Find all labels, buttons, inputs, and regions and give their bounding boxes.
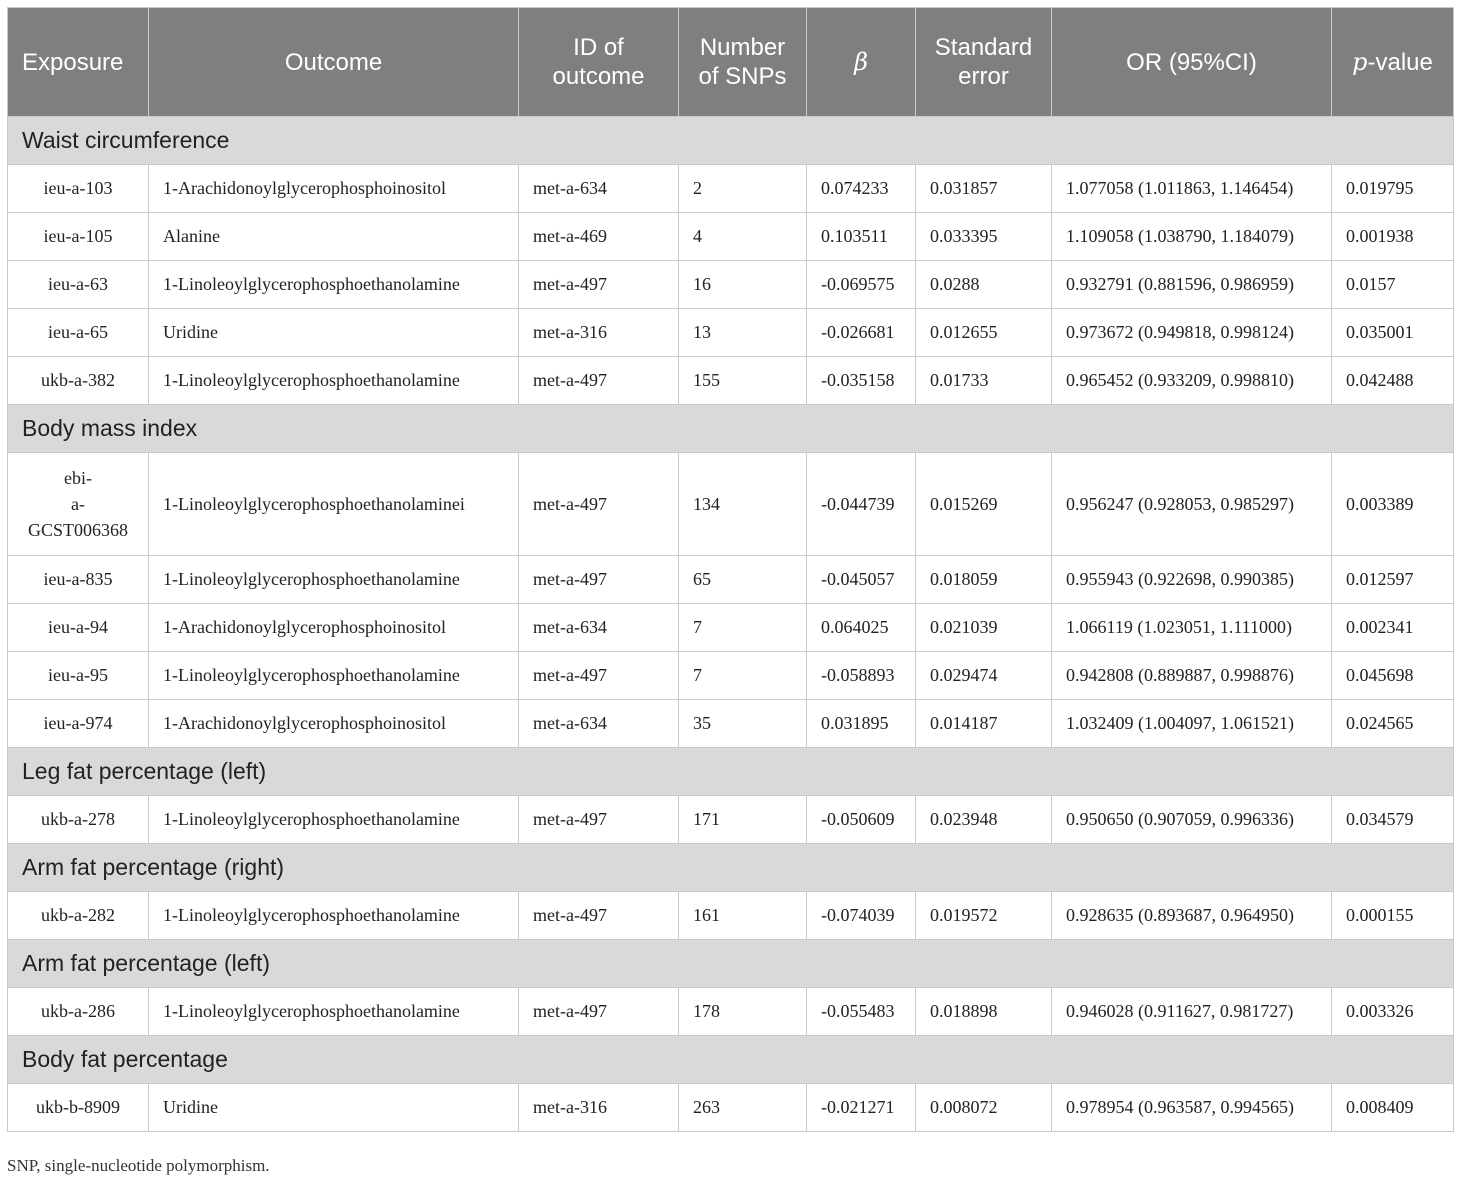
cell-number-of-snps: 16	[679, 261, 807, 309]
cell-or-ci: 0.978954 (0.963587, 0.994565)	[1052, 1084, 1332, 1132]
cell-p-value: 0.0157	[1332, 261, 1454, 309]
table-row	[8, 165, 1454, 213]
cell-outcome: 1-Arachidonoylglycerophosphoinositol	[149, 700, 519, 748]
cell-outcome: 1-Linoleoylglycerophosphoethanolamine	[149, 556, 519, 604]
cell-p-value: 0.003389	[1332, 453, 1454, 556]
cell-outcome: 1-Linoleoylglycerophosphoethanolamine	[149, 988, 519, 1036]
cell-exposure: ieu-a-95	[8, 652, 149, 700]
cell-standard-error: 0.018059	[916, 556, 1052, 604]
cell-exposure: ukb-a-286	[8, 988, 149, 1036]
cell-standard-error: 0.0288	[916, 261, 1052, 309]
cell-beta: 0.074233	[807, 165, 916, 213]
cell-or-ci: 1.077058 (1.011863, 1.146454)	[1052, 165, 1332, 213]
header-or-ci: OR (95%CI)	[1052, 8, 1332, 117]
cell-number-of-snps: 7	[679, 652, 807, 700]
cell-beta: -0.055483	[807, 988, 916, 1036]
cell-outcome: 1-Linoleoylglycerophosphoethanolamine	[149, 652, 519, 700]
table-row	[8, 1084, 1454, 1132]
cell-or-ci: 0.950650 (0.907059, 0.996336)	[1052, 796, 1332, 844]
table-row	[8, 604, 1454, 652]
cell-outcome: 1-Linoleoylglycerophosphoethanolamine	[149, 796, 519, 844]
header-standard-error: Standard error	[916, 8, 1052, 117]
cell-beta: 0.031895	[807, 700, 916, 748]
cell-exposure: ieu-a-103	[8, 165, 149, 213]
cell-or-ci: 0.942808 (0.889887, 0.998876)	[1052, 652, 1332, 700]
table-footnote: SNP, single-nucleotide polymorphism.	[7, 1156, 270, 1175]
cell-id-of-outcome: met-a-316	[519, 1084, 679, 1132]
cell-p-value: 0.002341	[1332, 604, 1454, 652]
table-row	[8, 652, 1454, 700]
cell-id-of-outcome: met-a-497	[519, 652, 679, 700]
group-title: Arm fat percentage (left)	[8, 940, 1454, 988]
cell-number-of-snps: 134	[679, 453, 807, 556]
cell-exposure: ukb-a-382	[8, 357, 149, 405]
cell-id-of-outcome: met-a-497	[519, 892, 679, 940]
cell-beta: -0.045057	[807, 556, 916, 604]
cell-outcome: Uridine	[149, 309, 519, 357]
cell-number-of-snps: 7	[679, 604, 807, 652]
cell-standard-error: 0.021039	[916, 604, 1052, 652]
table-row	[8, 700, 1454, 748]
group-title: Leg fat percentage (left)	[8, 748, 1454, 796]
group-title: Arm fat percentage (right)	[8, 844, 1454, 892]
cell-standard-error: 0.015269	[916, 453, 1052, 556]
cell-exposure: ieu-a-94	[8, 604, 149, 652]
cell-number-of-snps: 4	[679, 213, 807, 261]
table-header	[8, 8, 1454, 117]
group-title: Waist circumference	[8, 117, 1454, 165]
header-p-value	[1332, 8, 1454, 117]
cell-beta: 0.103511	[807, 213, 916, 261]
cell-id-of-outcome: met-a-497	[519, 261, 679, 309]
cell-p-value: 0.045698	[1332, 652, 1454, 700]
beta-symbol: β	[854, 47, 868, 76]
group-row	[8, 940, 1454, 988]
cell-or-ci: 0.928635 (0.893687, 0.964950)	[1052, 892, 1332, 940]
cell-standard-error: 0.01733	[916, 357, 1052, 405]
cell-exposure: ukb-a-278	[8, 796, 149, 844]
cell-standard-error: 0.029474	[916, 652, 1052, 700]
p-value-suffix: -value	[1367, 48, 1433, 76]
table-row	[8, 261, 1454, 309]
cell-p-value: 0.012597	[1332, 556, 1454, 604]
group-row	[8, 1036, 1454, 1084]
cell-standard-error: 0.033395	[916, 213, 1052, 261]
cell-standard-error: 0.031857	[916, 165, 1052, 213]
cell-id-of-outcome: met-a-316	[519, 309, 679, 357]
cell-exposure: ieu-a-105	[8, 213, 149, 261]
cell-id-of-outcome: met-a-634	[519, 700, 679, 748]
cell-exposure: ieu-a-65	[8, 309, 149, 357]
cell-id-of-outcome: met-a-634	[519, 604, 679, 652]
group-row	[8, 748, 1454, 796]
cell-p-value: 0.042488	[1332, 357, 1454, 405]
cell-or-ci: 0.932791 (0.881596, 0.986959)	[1052, 261, 1332, 309]
results-table-container	[7, 7, 1453, 1132]
cell-or-ci: 0.955943 (0.922698, 0.990385)	[1052, 556, 1332, 604]
cell-exposure: ieu-a-63	[8, 261, 149, 309]
cell-id-of-outcome: met-a-497	[519, 556, 679, 604]
cell-p-value: 0.000155	[1332, 892, 1454, 940]
cell-standard-error: 0.019572	[916, 892, 1052, 940]
cell-p-value: 0.008409	[1332, 1084, 1454, 1132]
group-row	[8, 844, 1454, 892]
cell-exposure: ieu-a-835	[8, 556, 149, 604]
table-row	[8, 357, 1454, 405]
cell-p-value: 0.019795	[1332, 165, 1454, 213]
cell-or-ci: 1.032409 (1.004097, 1.061521)	[1052, 700, 1332, 748]
cell-p-value: 0.001938	[1332, 213, 1454, 261]
cell-outcome: 1-Arachidonoylglycerophosphoinositol	[149, 165, 519, 213]
cell-p-value: 0.024565	[1332, 700, 1454, 748]
cell-id-of-outcome: met-a-469	[519, 213, 679, 261]
cell-number-of-snps: 161	[679, 892, 807, 940]
cell-beta: -0.035158	[807, 357, 916, 405]
cell-exposure: ukb-b-8909	[8, 1084, 149, 1132]
cell-id-of-outcome: met-a-634	[519, 165, 679, 213]
cell-beta: -0.069575	[807, 261, 916, 309]
cell-beta: -0.058893	[807, 652, 916, 700]
mr-results-table	[7, 7, 1454, 1132]
cell-number-of-snps: 263	[679, 1084, 807, 1132]
cell-beta: -0.026681	[807, 309, 916, 357]
cell-outcome: 1-Linoleoylglycerophosphoethanolamine	[149, 357, 519, 405]
cell-standard-error: 0.008072	[916, 1084, 1052, 1132]
cell-p-value: 0.034579	[1332, 796, 1454, 844]
cell-exposure: ieu-a-974	[8, 700, 149, 748]
cell-or-ci: 0.965452 (0.933209, 0.998810)	[1052, 357, 1332, 405]
cell-id-of-outcome: met-a-497	[519, 453, 679, 556]
cell-number-of-snps: 171	[679, 796, 807, 844]
group-title: Body mass index	[8, 405, 1454, 453]
cell-beta: -0.044739	[807, 453, 916, 556]
table-row	[8, 988, 1454, 1036]
table-row	[8, 309, 1454, 357]
table-body	[8, 117, 1454, 1132]
cell-or-ci: 0.973672 (0.949818, 0.998124)	[1052, 309, 1332, 357]
header-id-of-outcome: ID of outcome	[519, 8, 679, 117]
table-row	[8, 556, 1454, 604]
cell-beta: -0.021271	[807, 1084, 916, 1132]
cell-exposure: ukb-a-282	[8, 892, 149, 940]
cell-id-of-outcome: met-a-497	[519, 988, 679, 1036]
cell-number-of-snps: 155	[679, 357, 807, 405]
table-row	[8, 892, 1454, 940]
cell-standard-error: 0.014187	[916, 700, 1052, 748]
cell-beta: -0.050609	[807, 796, 916, 844]
group-row	[8, 405, 1454, 453]
cell-number-of-snps: 13	[679, 309, 807, 357]
table-row	[8, 796, 1454, 844]
cell-exposure: ebi- a- GCST006368	[8, 453, 149, 556]
cell-standard-error: 0.018898	[916, 988, 1052, 1036]
p-italic: p	[1352, 47, 1368, 76]
cell-outcome: 1-Linoleoylglycerophosphoethanolamine	[149, 261, 519, 309]
cell-p-value: 0.003326	[1332, 988, 1454, 1036]
cell-id-of-outcome: met-a-497	[519, 796, 679, 844]
cell-p-value: 0.035001	[1332, 309, 1454, 357]
cell-or-ci: 1.109058 (1.038790, 1.184079)	[1052, 213, 1332, 261]
cell-standard-error: 0.023948	[916, 796, 1052, 844]
cell-number-of-snps: 178	[679, 988, 807, 1036]
cell-outcome: 1-Arachidonoylglycerophosphoinositol	[149, 604, 519, 652]
cell-outcome: 1-Linoleoylglycerophosphoethanolaminei	[149, 453, 519, 556]
table-row	[8, 213, 1454, 261]
cell-number-of-snps: 65	[679, 556, 807, 604]
cell-or-ci: 0.956247 (0.928053, 0.985297)	[1052, 453, 1332, 556]
header-beta	[807, 8, 916, 117]
cell-id-of-outcome: met-a-497	[519, 357, 679, 405]
cell-beta: 0.064025	[807, 604, 916, 652]
cell-or-ci: 1.066119 (1.023051, 1.111000)	[1052, 604, 1332, 652]
cell-outcome: Uridine	[149, 1084, 519, 1132]
group-title: Body fat percentage	[8, 1036, 1454, 1084]
header-outcome: Outcome	[149, 8, 519, 117]
cell-beta: -0.074039	[807, 892, 916, 940]
cell-number-of-snps: 35	[679, 700, 807, 748]
header-exposure: Exposure	[8, 8, 149, 117]
group-row	[8, 117, 1454, 165]
cell-outcome: 1-Linoleoylglycerophosphoethanolamine	[149, 892, 519, 940]
cell-number-of-snps: 2	[679, 165, 807, 213]
cell-or-ci: 0.946028 (0.911627, 0.981727)	[1052, 988, 1332, 1036]
table-row	[8, 453, 1454, 556]
header-number-of-snps: Number of SNPs	[679, 8, 807, 117]
cell-outcome: Alanine	[149, 213, 519, 261]
cell-standard-error: 0.012655	[916, 309, 1052, 357]
